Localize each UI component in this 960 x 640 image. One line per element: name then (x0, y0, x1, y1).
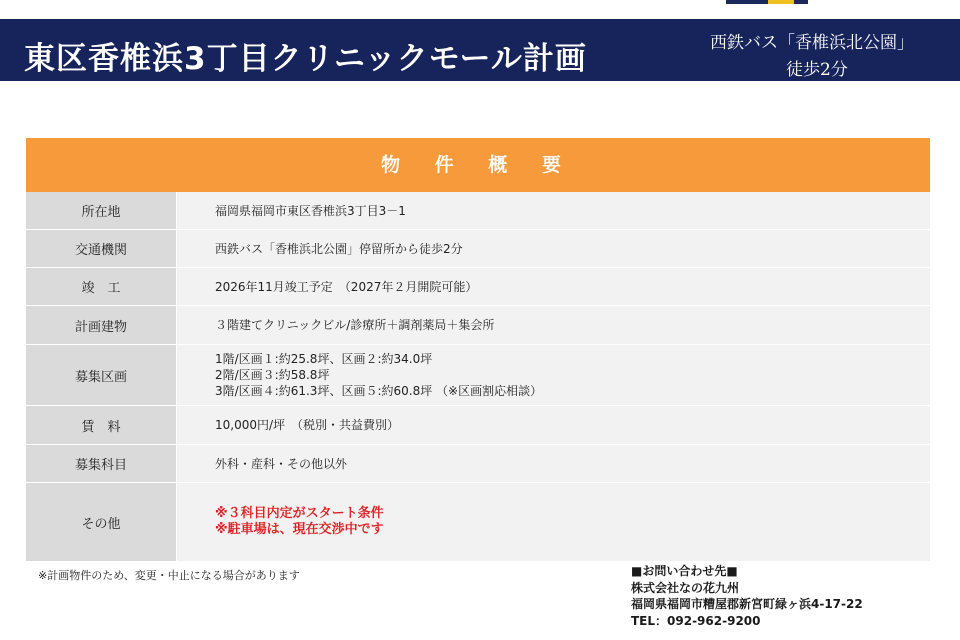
row-label: 募集区画 (26, 345, 176, 405)
contact-block (631, 563, 863, 629)
contact-address: 福岡県福岡市糟屋郡新宮町緑ヶ浜4-17-22 (631, 597, 863, 611)
row-label: 竣 工 (26, 268, 176, 305)
table-row (26, 345, 930, 406)
table-row (26, 445, 930, 483)
row-label: 所在地 (26, 192, 176, 229)
row-value-line: 外科・産科・その他以外 (215, 456, 348, 471)
row-value (177, 192, 930, 229)
row-value (177, 268, 930, 305)
row-value-line: 2階/区画３:約58.8坪 (215, 368, 330, 382)
access-info: 西鉄バス「香椎浜北公園」 (710, 33, 914, 53)
table-row (26, 483, 930, 561)
row-value (177, 230, 930, 267)
row-value (177, 445, 930, 482)
table-row (26, 268, 930, 306)
warning-text: ※駐車場は、現在交渉中です (215, 522, 384, 537)
top-accent-yellow (768, 0, 794, 4)
row-value-line: 西鉄バス「香椎浜北公園」停留所から徒歩2分 (215, 241, 463, 256)
table-row (26, 306, 930, 345)
contact-company: 株式会社なの花九州 (631, 580, 740, 595)
table-heading: 物 件 概 要 (26, 138, 930, 192)
contact-tel: TEL：092-962-9200 (631, 613, 761, 628)
top-accent-bar (726, 0, 808, 4)
row-value-line: 福岡県福岡市東区香椎浜3丁目3－1 (215, 203, 406, 218)
property-summary-table (26, 138, 930, 561)
row-label: その他 (26, 483, 176, 561)
disclaimer-note: ※計画物件のため、変更・中止になる場合があります (38, 569, 300, 582)
contact-heading: ■お問い合わせ先■ (631, 564, 738, 578)
row-value (177, 406, 930, 444)
row-value-line: 3階/区画４:約61.3坪、区画５:約60.8坪 （※区画割応相談） (215, 384, 543, 398)
table-row (26, 406, 930, 445)
row-value-line: 2026年11月竣工予定 （2027年２月開院可能） (215, 279, 478, 294)
row-value (177, 345, 930, 405)
row-value-line: 1階/区画１:約25.8坪、区画２:約34.0坪 (215, 352, 433, 366)
row-label: 交通機関 (26, 230, 176, 267)
table-row (26, 230, 930, 268)
row-value-line: ３階建てクリニックビル/診療所＋調剤薬局＋集会所 (215, 318, 495, 332)
row-value-line: 10,000円/坪 （税別・共益費別） (215, 418, 400, 432)
title-banner (0, 19, 960, 81)
warning-text: ※３科目内定がスタート条件 (215, 506, 384, 521)
row-label: 募集科目 (26, 445, 176, 482)
page-title: 東区香椎浜3丁目クリニックモール計画 (24, 41, 587, 77)
row-value (177, 483, 930, 561)
access-walk: 徒歩2分 (786, 60, 848, 80)
row-label: 計画建物 (26, 306, 176, 344)
row-value (177, 306, 930, 344)
row-label: 賃 料 (26, 406, 176, 444)
table-row (26, 192, 930, 230)
